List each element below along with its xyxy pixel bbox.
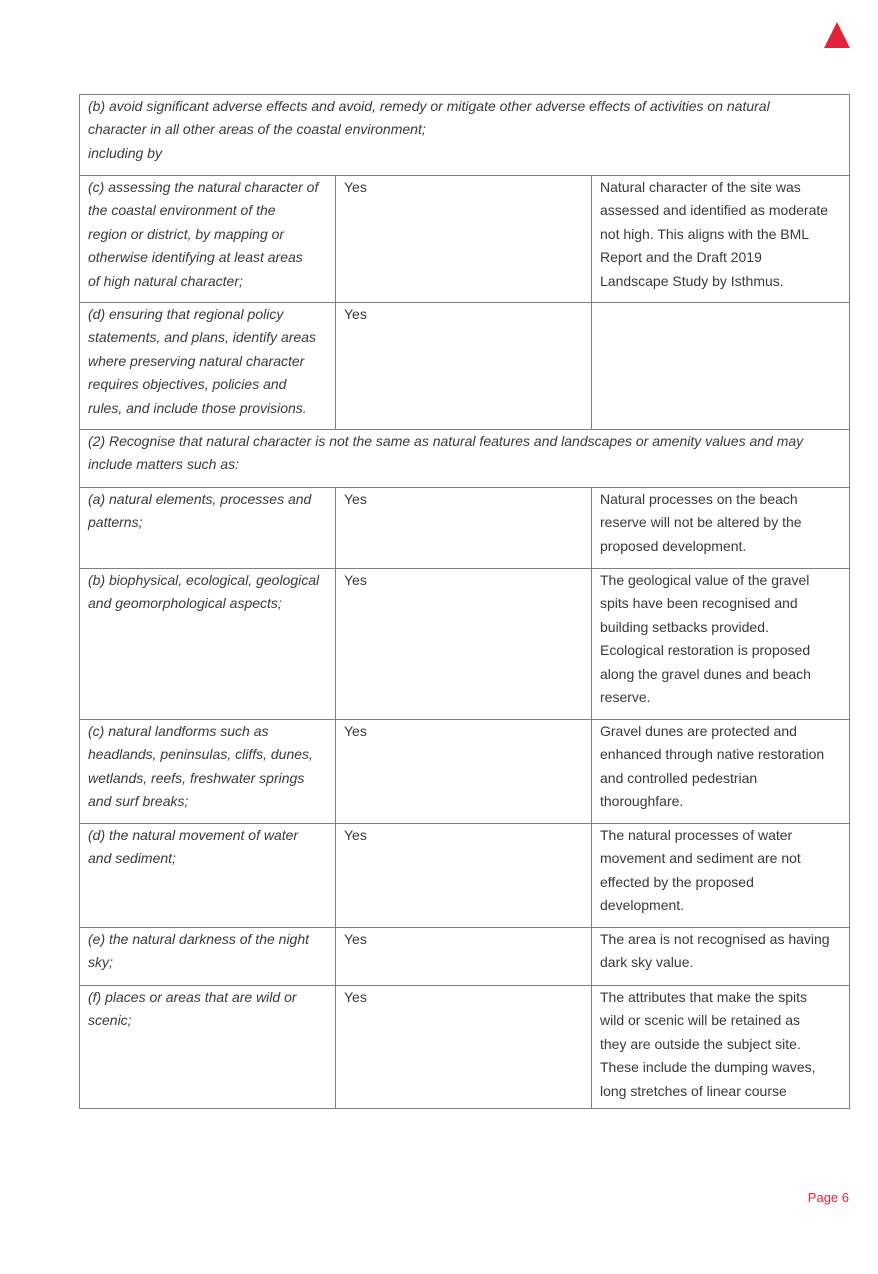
policy-item-cell	[80, 569, 336, 720]
cell-line: The area is not recognised as having	[600, 931, 830, 947]
compliance-status-cell: Yes	[336, 569, 592, 720]
cell-line: they are outside the subject site.	[600, 1035, 801, 1052]
page-number: Page 6	[807, 1190, 849, 1205]
cell-line: character in all other areas of the coastal environment;	[88, 121, 426, 138]
cell-line: Ecological restoration is proposed	[600, 642, 811, 659]
cell-line: the coastal environment of the	[88, 202, 276, 219]
cell-line: and sediment;	[88, 850, 176, 867]
table-row	[80, 488, 850, 569]
cell-line: including by	[88, 144, 162, 161]
policy-item-cell	[80, 176, 336, 303]
table-row	[80, 176, 850, 303]
table-row	[80, 824, 850, 928]
cell-line: These include the dumping waves,	[600, 1059, 816, 1076]
cell-line: along the gravel dunes and beach	[600, 665, 811, 682]
cell-line: and controlled pedestrian	[600, 769, 758, 786]
cell-line: (c) natural landforms such as	[88, 723, 269, 739]
section-heading-row	[80, 430, 850, 488]
cell-line: (b) biophysical, ecological, geological	[88, 572, 320, 588]
cell-line: enhanced through native restoration	[600, 746, 825, 763]
cell-line: movement and sediment are not	[600, 850, 801, 867]
cell-line: rules, and include those provisions.	[88, 399, 307, 416]
red-triangle-logo-icon	[824, 22, 850, 48]
cell-line: where preserving natural character	[88, 352, 305, 369]
section-heading-cell	[80, 95, 850, 176]
cell-line: (2) Recognise that natural character is not the same as natural features and landscapes or amenity values and may	[88, 433, 804, 449]
policy-item-cell	[80, 986, 336, 1109]
cell-line: patterns;	[88, 514, 143, 531]
cell-line: proposed development.	[600, 537, 747, 554]
compliance-status-cell: Yes	[336, 488, 592, 569]
policy-item-cell	[80, 303, 336, 430]
compliance-status-cell: Yes	[336, 928, 592, 986]
table-row	[80, 720, 850, 824]
cell-line: building setbacks provided.	[600, 618, 769, 635]
cell-line: include matters such as:	[88, 456, 239, 473]
cell-line: long stretches of linear course	[600, 1082, 787, 1099]
assessment-table	[79, 94, 850, 1109]
cell-line: assessed and identified as moderate	[600, 202, 829, 219]
compliance-status-cell: Yes	[336, 176, 592, 303]
cell-line: (b) avoid significant adverse effects and avoid, remedy or mitigate other adverse effects of activities on natural	[88, 98, 770, 114]
cell-line: statements, and plans, identify areas	[88, 329, 317, 346]
policy-item-cell	[80, 720, 336, 824]
cell-line: development.	[600, 897, 685, 914]
comment-cell	[592, 176, 850, 303]
section-heading-cell	[80, 430, 850, 488]
cell-line: Gravel dunes are protected and	[600, 723, 797, 739]
cell-line: Report and the Draft 2019	[600, 249, 762, 266]
cell-line: effected by the proposed	[600, 873, 754, 890]
table-row	[80, 928, 850, 986]
cell-line: (d) ensuring that regional policy	[88, 306, 284, 322]
policy-item-cell	[80, 824, 336, 928]
cell-line: The geological value of the gravel	[600, 572, 810, 588]
comment-cell	[592, 569, 850, 720]
comment-cell	[592, 303, 850, 430]
cell-line: dark sky value.	[600, 954, 694, 971]
cell-line: (a) natural elements, processes and	[88, 491, 312, 507]
cell-line: wetlands, reefs, freshwater springs	[88, 769, 305, 786]
comment-cell	[592, 720, 850, 824]
cell-line: The natural processes of water	[600, 827, 793, 843]
cell-line: wild or scenic will be retained as	[600, 1012, 800, 1029]
cell-line: Landscape Study by Isthmus.	[600, 272, 784, 289]
cell-line: and surf breaks;	[88, 793, 189, 810]
cell-line: (d) the natural movement of water	[88, 827, 299, 843]
table-row	[80, 569, 850, 720]
table-row	[80, 986, 850, 1109]
cell-line: of high natural character;	[88, 272, 243, 289]
cell-line: thoroughfare.	[600, 793, 684, 810]
compliance-status-cell: Yes	[336, 824, 592, 928]
cell-line: (f) places or areas that are wild or	[88, 989, 297, 1005]
cell-line: The attributes that make the spits	[600, 989, 807, 1005]
section-heading-row	[80, 95, 850, 176]
cell-line: otherwise identifying at least areas	[88, 249, 303, 266]
cell-line: reserve will not be altered by the	[600, 514, 802, 531]
cell-line: reserve.	[600, 689, 651, 706]
compliance-status-cell: Yes	[336, 720, 592, 824]
cell-line: Natural character of the site was	[600, 179, 801, 195]
table-row	[80, 303, 850, 430]
comment-cell	[592, 928, 850, 986]
cell-line: not high. This aligns with the BML	[600, 225, 810, 242]
comment-cell	[592, 488, 850, 569]
cell-line: headlands, peninsulas, cliffs, dunes,	[88, 746, 313, 763]
cell-line: sky;	[88, 954, 113, 971]
cell-line: Natural processes on the beach	[600, 491, 798, 507]
policy-item-cell	[80, 488, 336, 569]
cell-line: scenic;	[88, 1012, 132, 1029]
compliance-status-cell: Yes	[336, 986, 592, 1109]
cell-line: (c) assessing the natural character of	[88, 179, 319, 195]
cell-line: (e) the natural darkness of the night	[88, 931, 310, 947]
assessment-table-body	[80, 95, 850, 1109]
compliance-status-cell: Yes	[336, 303, 592, 430]
policy-item-cell	[80, 928, 336, 986]
cell-line: spits have been recognised and	[600, 595, 798, 612]
comment-cell	[592, 986, 850, 1109]
cell-line: and geomorphological aspects;	[88, 595, 282, 612]
cell-line: region or district, by mapping or	[88, 225, 285, 242]
comment-cell	[592, 824, 850, 928]
cell-line: requires objectives, policies and	[88, 376, 287, 393]
